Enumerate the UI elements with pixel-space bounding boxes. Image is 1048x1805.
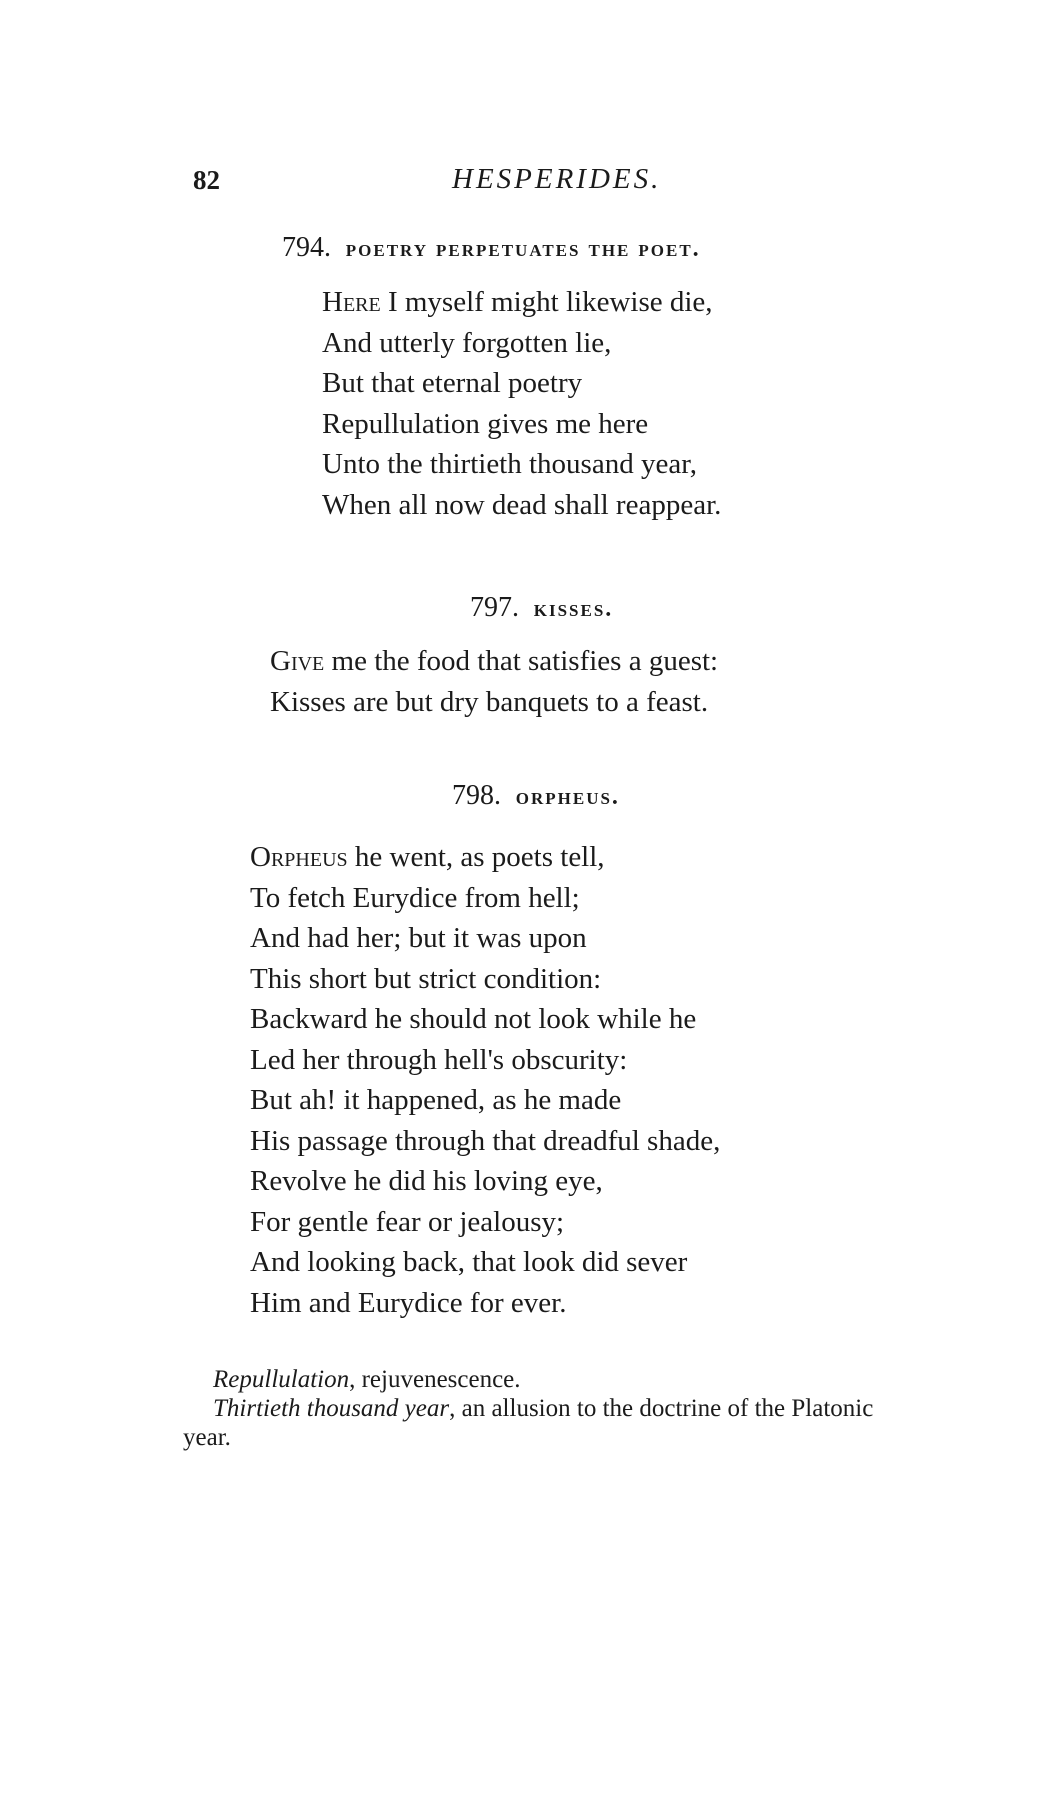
poem-body-798	[250, 837, 720, 1323]
verse-line: But ah! it happened, as he made	[250, 1084, 622, 1116]
opening-words: Give	[270, 645, 325, 677]
footnote-text: , an allusion to the doctrine of the Platonic year.	[183, 1395, 874, 1451]
opening-words: Orpheus	[250, 841, 348, 873]
verse-line: Repullulation gives me here	[322, 407, 649, 440]
verse-line: Revolve he did his loving eye,	[250, 1165, 603, 1197]
verse-line: Led her through hell's obscurity:	[250, 1043, 628, 1076]
poem-body-797	[270, 641, 718, 722]
verse-line: Unto the thirtieth thousand year,	[322, 448, 697, 480]
verse-line: His passage through that dreadful shade,	[250, 1124, 721, 1157]
verse-line	[250, 837, 720, 878]
verse-line	[270, 641, 718, 682]
poem-body-794	[322, 282, 721, 525]
running-head	[0, 165, 1048, 205]
page-number: 82	[193, 165, 220, 195]
footnote	[183, 1394, 923, 1452]
verse-line: Him and Eurydice for ever.	[250, 1286, 567, 1319]
poem-number: 797.	[470, 592, 519, 623]
verse-line-text: me the food that satisfies a guest:	[324, 645, 719, 677]
poem-heading-797	[470, 592, 613, 624]
verse-line: Kisses are but dry banquets to a feast.	[270, 685, 709, 718]
footnote-text: , rejuvenescence.	[349, 1366, 521, 1393]
verse-line: When all now dead shall reappear.	[322, 488, 722, 521]
poem-number: 794.	[282, 232, 331, 263]
verse-line: For gentle fear or jealousy;	[250, 1205, 565, 1238]
footnote	[183, 1365, 923, 1394]
opening-words: Here	[322, 286, 381, 318]
poem-title: kisses.	[533, 596, 614, 622]
running-title: HESPERIDES.	[452, 163, 662, 195]
verse-line: To fetch Eurydice from hell;	[250, 881, 580, 914]
verse-line: And utterly forgotten lie,	[322, 326, 612, 359]
verse-line: This short but strict condition:	[250, 962, 602, 995]
verse-line: But that eternal poetry	[322, 367, 583, 399]
verse-line-text: I myself might likewise die,	[380, 286, 713, 318]
poem-heading-798	[452, 780, 620, 812]
verse-line	[322, 282, 721, 323]
verse-line: And looking back, that look did sever	[250, 1246, 688, 1278]
verse-line-text: he went, as poets tell,	[347, 841, 605, 873]
poem-number: 798.	[452, 780, 501, 811]
footnotes	[183, 1365, 923, 1452]
verse-line: And had her; but it was upon	[250, 922, 587, 954]
poem-heading-794	[282, 232, 701, 264]
footnote-term: Repullulation	[213, 1366, 350, 1393]
poem-title: orpheus.	[515, 784, 620, 810]
poem-title: poetry perpetuates the poet.	[345, 236, 701, 262]
verse-line: Backward he should not look while he	[250, 1003, 697, 1035]
footnote-term: Thirtieth thousand year	[213, 1395, 450, 1422]
